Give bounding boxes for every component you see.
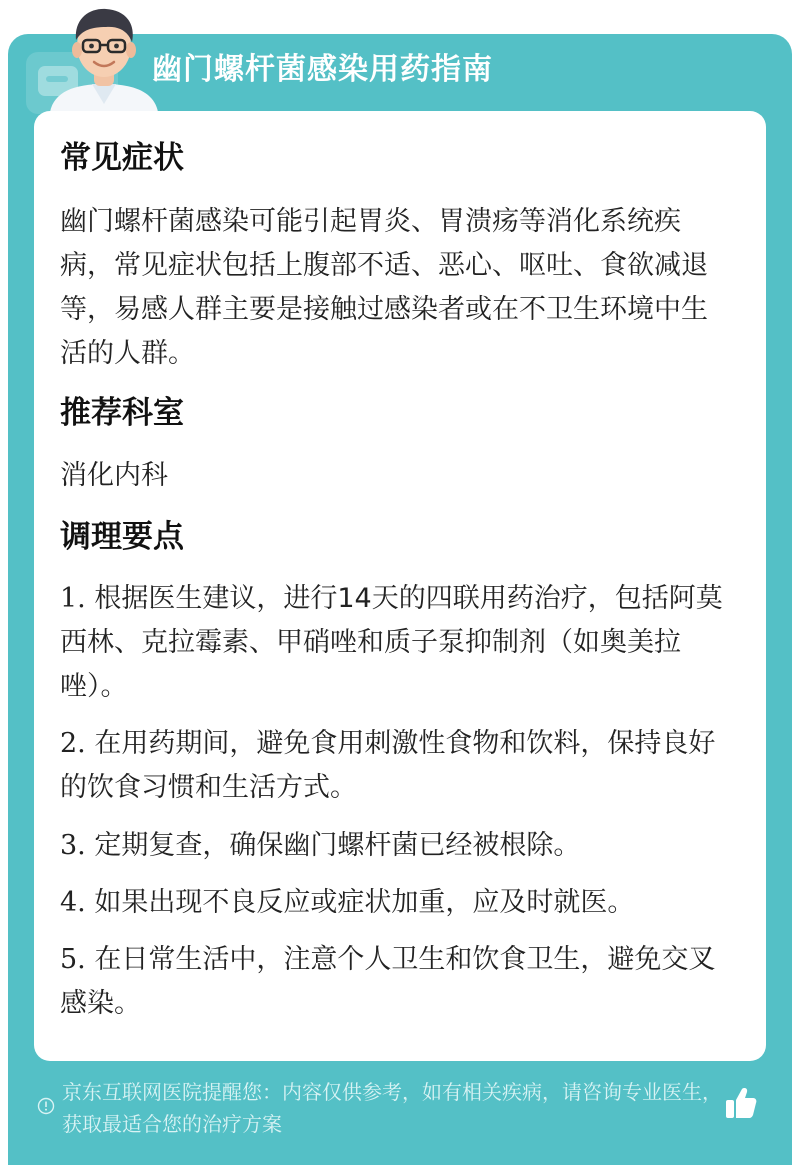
item-number: 5. <box>60 944 86 975</box>
symptoms-text: 幽门螺杆菌感染可能引起胃炎、胃溃疡等消化系统疾病，常见症状包括上腹部不适、恶心、呕吐、食欲减退等，易感人群主要是接触过感染者或在不卫生环境中生活的人群。 <box>60 206 708 369</box>
list-item <box>60 577 732 709</box>
department-heading: 推荐科室 <box>60 395 184 431</box>
item-number: 4. <box>60 887 86 918</box>
item-text: 如果出现不良反应或症状加重，应及时就医。 <box>94 887 635 918</box>
footer-disclaimer: 京东互联网医院提醒您：内容仅供参考，如有相关疾病，请咨询专业医生，获取最适合您的治疗方案 <box>62 1080 722 1136</box>
list-item <box>60 824 732 868</box>
page-title: 幽门螺杆菌感染用药指南 <box>152 52 493 87</box>
list-item <box>60 881 732 925</box>
thumbs-up-icon[interactable] <box>722 1084 760 1122</box>
item-number: 3. <box>60 830 86 861</box>
content-card <box>34 111 766 1061</box>
list-item <box>60 938 732 1026</box>
department-text: 消化内科 <box>60 460 168 491</box>
care-heading: 调理要点 <box>60 519 184 555</box>
info-icon <box>37 1097 55 1115</box>
item-number: 2. <box>60 728 86 759</box>
list-item <box>60 722 732 810</box>
symptoms-heading: 常见症状 <box>60 140 184 176</box>
doctor-avatar <box>44 0 164 112</box>
item-number: 1. <box>60 583 86 614</box>
item-text: 根据医生建议，进行14天的四联用药治疗，包括阿莫西林、克拉霉素、甲硝唑和质子泵抑制剂（如奥美拉唑）。 <box>60 583 723 702</box>
item-text: 在用药期间，避免食用刺激性食物和饮料，保持良好的饮食习惯和生活方式。 <box>60 728 716 803</box>
item-text: 定期复查，确保幽门螺杆菌已经被根除。 <box>94 830 581 861</box>
item-text: 在日常生活中，注意个人卫生和饮食卫生，避免交叉感染。 <box>60 944 716 1019</box>
